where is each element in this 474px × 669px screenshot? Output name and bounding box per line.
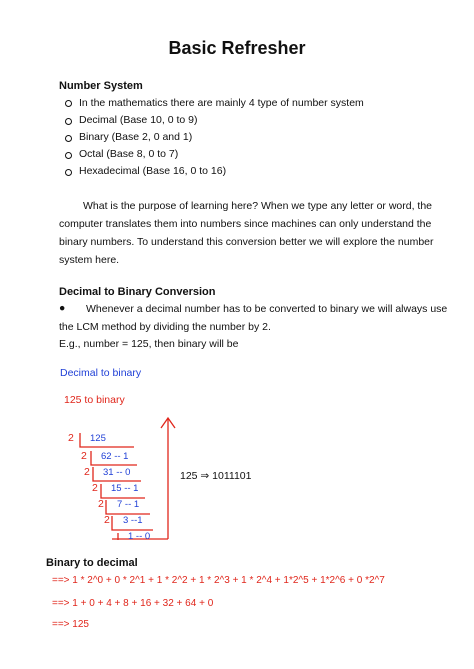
dec-to-bin-heading: Decimal to Binary Conversion — [59, 286, 216, 298]
list-item: Binary (Base 2, 0 and 1) — [79, 131, 193, 143]
calculation-line: ==> 1 * 2^0 + 0 * 2^1 + 1 * 2^2 + 1 * 2^3 + 1 * 2^4 + 1*2^5 + 1*2^6 + 0 *2^7 — [52, 575, 385, 586]
bullet-text: Whenever a decimal number has to be converted to binary we will always use — [86, 303, 448, 315]
page-title: Basic Refresher — [168, 38, 306, 58]
paragraph-line: binary numbers. To understand this conversion better we will explore the number — [59, 236, 434, 248]
list-item: Hexadecimal (Base 16, 0 to 16) — [79, 165, 227, 177]
divisor: 2 — [92, 482, 98, 494]
division-step: 3 --1 — [123, 515, 143, 526]
bin-to-dec-heading: Binary to decimal — [46, 557, 138, 569]
divisor: 2 — [104, 514, 110, 526]
example-line: E.g., number = 125, then binary will be — [59, 338, 239, 350]
calculation-line: ==> 125 — [52, 619, 89, 630]
division-step: 15 -- 1 — [111, 483, 139, 494]
list-item: Decimal (Base 10, 0 to 9) — [79, 114, 198, 126]
division-step: 62 -- 1 — [101, 451, 129, 462]
filled-bullet-icon: ● — [59, 302, 66, 314]
handwritten-label: Decimal to binary — [60, 367, 142, 379]
list-item: Octal (Base 8, 0 to 7) — [79, 148, 179, 160]
bullet-text-continued: the LCM method by dividing the number by 2. — [59, 321, 271, 333]
divisor: 2 — [84, 466, 90, 478]
number-system-heading: Number System — [59, 80, 143, 92]
divisor: 2 — [98, 498, 104, 510]
divisor: 2 — [68, 432, 74, 444]
division-bracket — [80, 433, 134, 447]
list-item: In the mathematics there are mainly 4 type of number system — [79, 97, 364, 109]
division-step: 1 -- 0 — [128, 531, 151, 542]
division-step: 7 -- 1 — [117, 499, 140, 510]
paragraph-line: What is the purpose of learning here? When we type any letter or word, the — [83, 200, 433, 212]
calculation-line: ==> 1 + 0 + 4 + 8 + 16 + 32 + 64 + 0 — [52, 598, 214, 609]
division-step: 125 — [90, 433, 106, 444]
divisor: 2 — [81, 450, 87, 462]
paragraph-line: computer translates them into numbers since machines can only understand the — [59, 218, 432, 230]
division-step: 31 -- 0 — [103, 467, 131, 478]
conversion-result: 125 ⇒ 1011101 — [180, 470, 252, 482]
paragraph-line: system here. — [59, 254, 120, 266]
handwritten-sublabel: 125 to binary — [64, 394, 125, 406]
